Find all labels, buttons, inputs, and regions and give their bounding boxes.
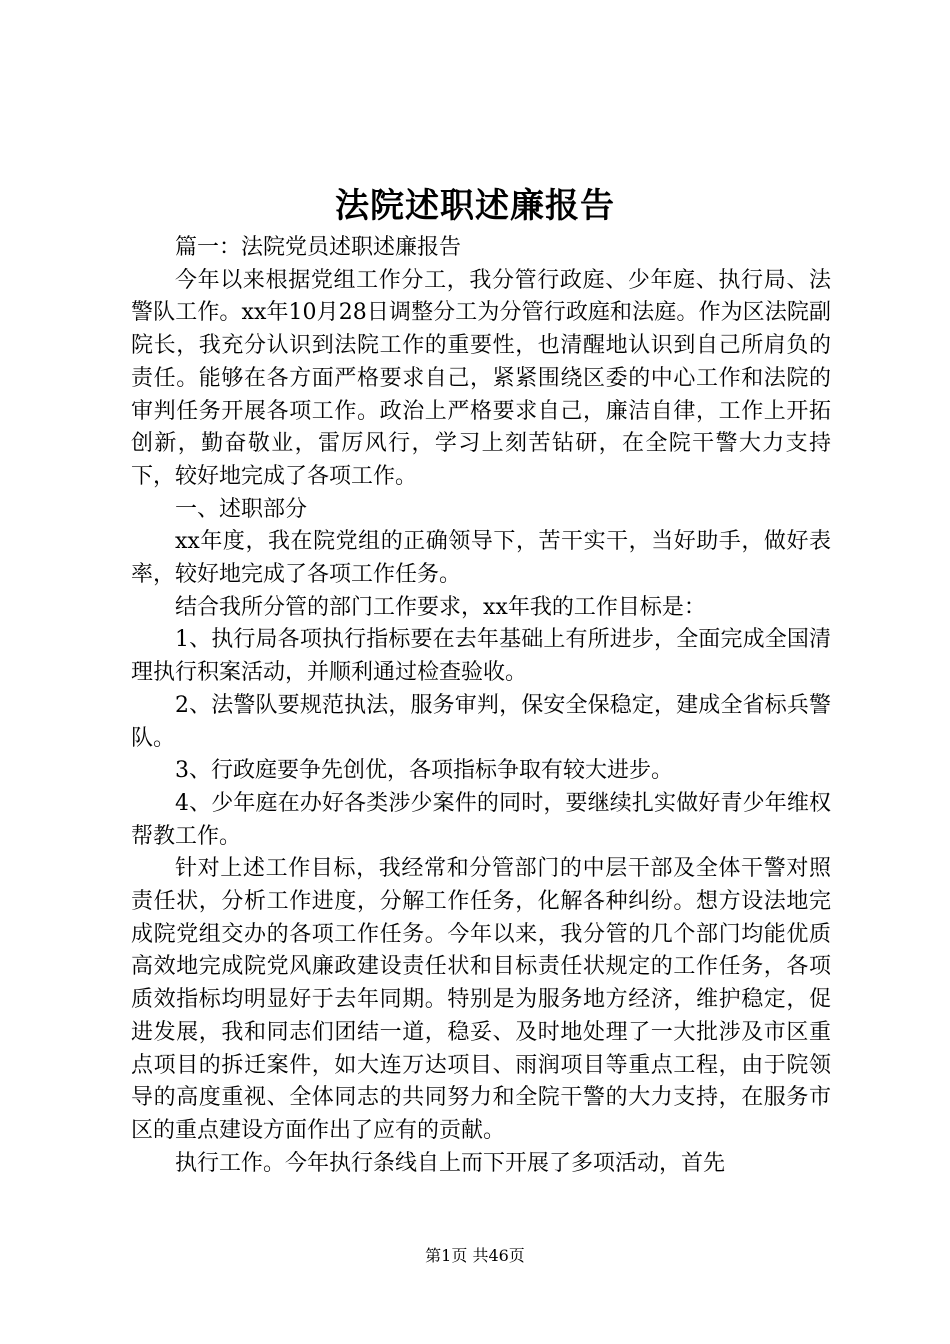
paragraph: 结合我所分管的部门工作要求，xx年我的工作目标是： <box>175 594 706 620</box>
list-item: 1、执行局各项执行指标要在去年基础上有所进步，全面完成全国清理执行积案活动，并顺利通过检查验收。 <box>131 627 831 686</box>
document-body <box>131 232 831 1180</box>
list-item: 2、法警队要规范执法，服务审判，保安全保稳定，建成全省标兵警队。 <box>131 692 831 751</box>
paragraph: 执行工作。今年执行条线自上而下开展了多项活动，首先 <box>175 1150 726 1176</box>
paragraph: xx年度，我在院党组的正确领导下，苦干实干，当好助手，做好表率，较好地完成了各项工作任务。 <box>131 529 831 588</box>
list-item: 4、少年庭在办好各类涉少案件的同时，要继续扎实做好青少年维权帮教工作。 <box>131 790 831 849</box>
section-heading: 一、述职部分 <box>175 496 308 522</box>
section-heading: 篇一：法院党员述职述廉报告 <box>175 235 462 260</box>
paragraph: 针对上述工作目标，我经常和分管部门的中层干部及全体干警对照责任状，分析工作进度，分解工作任务，化解各种纠纷。想方设法地完成院党组交办的各项工作任务。今年以来，我分管的几个部门均能优质高效地完成院党风廉政建设责任状和目标责任状规定的工作任务，各项质效指标均明显好于去年同期。特别是为服务地方经济，维护稳定，促进发展，我和同志们团结一道，稳妥、及时地处理了一大批涉及市区重点项目的拆迁案件，如大连万达项目、雨润项目等重点工程，由于院领导的高度重视、全体同志的共同努力和全院干警的大力支持，在服务市区的重点建设方面作出了应有的贡献。 <box>131 856 831 1143</box>
list-item: 3、行政庭要争先创优，各项指标争取有较大进步。 <box>175 758 673 784</box>
paragraph: 今年以来根据党组工作分工，我分管行政庭、少年庭、执行局、法警队工作。xx年10月28日调整分工为分管行政庭和法庭。作为区法院副院长，我充分认识到法院工作的重要性，也清醒地认识到自己所肩负的责任。能够在各方面严格要求自己，紧紧围绕区委的中心工作和法院的审判任务开展各项工作。政治上严格要求自己，廉洁自律，工作上开拓创新，勤奋敬业，雷厉风行，学习上刻苦钻研，在全院干警大力支持下，较好地完成了各项工作。 <box>131 267 831 489</box>
document-title: 法院述职述廉报告 <box>335 186 615 226</box>
page-footer: 第1页 共46页 <box>425 1246 525 1265</box>
